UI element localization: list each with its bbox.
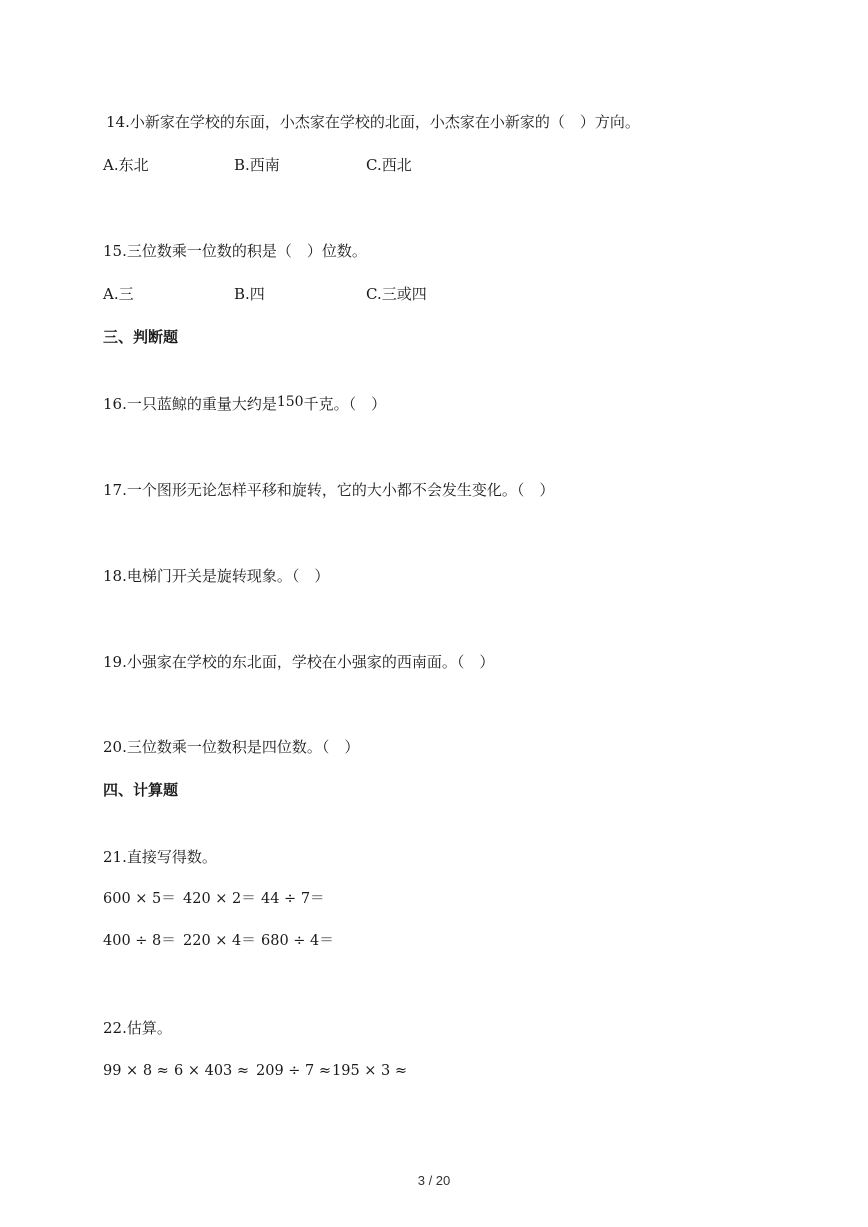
question-15-option-a: A.三 xyxy=(103,285,134,303)
question-21-stem: 21.直接写得数。 xyxy=(103,848,217,866)
question-15-stem: 15.三位数乘一位数的积是（ ）位数。 xyxy=(103,242,367,260)
question-14-option-a: A.东北 xyxy=(103,156,149,174)
page-number: 3 / 20 xyxy=(417,1173,451,1188)
question-16-text-before: 16.一只蓝鲸的重量大约是 xyxy=(103,395,277,413)
calc-item: 680 ÷ 4＝ xyxy=(261,933,334,949)
calc-item: 420 × 2＝ xyxy=(183,891,256,907)
calc-item: 400 ÷ 8＝ xyxy=(103,933,176,949)
question-16-text-after: 千克。（ ） xyxy=(303,395,387,413)
calc-item: 600 × 5＝ xyxy=(103,891,176,907)
question-14-option-c: C.西北 xyxy=(366,156,412,174)
estimate-item: 99 × 8 ≈ xyxy=(103,1063,169,1079)
question-17: 17.一个图形无论怎样平移和旋转，它的大小都不会发生变化。（ ） xyxy=(103,481,555,499)
question-14-stem: 14.小新家在学校的东面，小杰家在学校的北面，小杰家在小新家的（ ）方向。 xyxy=(106,113,640,131)
question-15-option-c: C.三或四 xyxy=(366,285,427,303)
question-16-number: 150 xyxy=(276,394,304,410)
estimate-item: 195 × 3 ≈ xyxy=(332,1063,408,1079)
question-21-row-1 xyxy=(103,889,325,909)
question-20: 20.三位数乘一位数积是四位数。（ ） xyxy=(103,738,360,756)
section-heading-calculation: 四、计算题 xyxy=(103,781,179,799)
question-21-row-2 xyxy=(103,931,334,951)
section-heading-judgment: 三、判断题 xyxy=(103,328,179,346)
calc-item: 220 × 4＝ xyxy=(183,933,256,949)
question-19: 19.小强家在学校的东北面，学校在小强家的西南面。（ ） xyxy=(103,653,495,671)
question-22-row-1 xyxy=(103,1061,407,1081)
question-16 xyxy=(103,394,386,415)
calc-item: 44 ÷ 7＝ xyxy=(261,891,325,907)
estimate-item: 6 × 403 ≈ xyxy=(174,1063,250,1079)
question-15-option-b: B.四 xyxy=(234,285,265,303)
question-22-stem: 22.估算。 xyxy=(103,1019,172,1037)
estimate-item: 209 ÷ 7 ≈ xyxy=(256,1063,332,1079)
question-18: 18.电梯门开关是旋转现象。（ ） xyxy=(103,567,330,585)
question-14-option-b: B.西南 xyxy=(234,156,280,174)
